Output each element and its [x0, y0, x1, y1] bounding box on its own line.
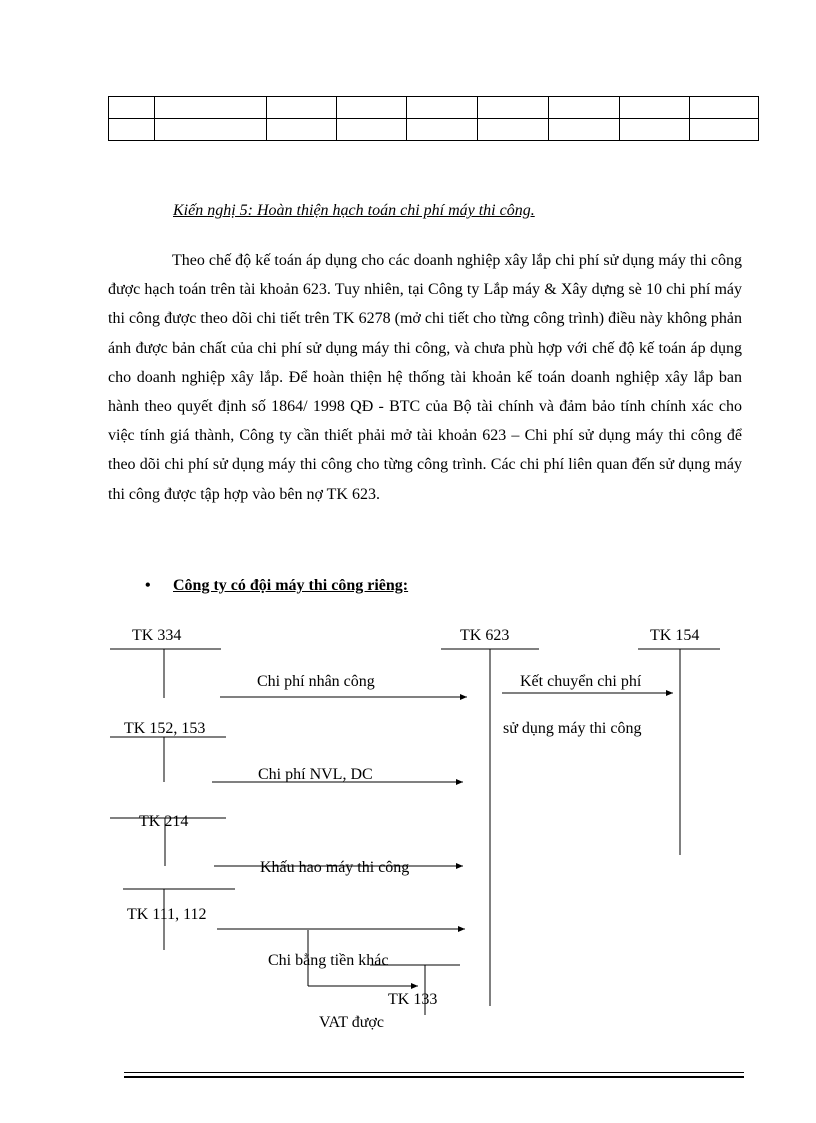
body-paragraph: Theo chế độ kế toán áp dụng cho các doanh nghiệp xây lắp chi phí sử dụng máy thi công được hạch toán trên tài khoản 623. Tuy nhiên, tại Công ty Lắp máy & Xây dựng sè 10 chi phí máy thi công được theo dõi chi tiết trên TK 6278 (mở chi tiết cho từng công trình) điều này không phản ánh được bản chất của chi phí sử dụng máy thi công, và chưa phù hợp với chế độ kế toán áp dụng cho doanh nghiệp xây lắp. Để hoàn thiện hệ thống tài khoản kế toán doanh nghiệp xây lắp ban hành theo quyết định số 1864/ 1998 QĐ - BTC của Bộ tài chính và đảm bảo tính chính xác cho việc tính giá thành, Công ty cần thiết phải mở tài khoản 623 – Chi phí sử dụng máy thi công để theo dõi chi phí sử dụng máy thi công cho từng công trình. Các chi phí liên quan đến sử dụng máy thi công được tập hợp vào bên nợ TK 623.: [108, 252, 742, 503]
account-tk154: TK 154: [650, 627, 700, 644]
flow-label-materials: Chi phí NVL, DC: [258, 766, 373, 783]
footer-rule: [124, 1076, 744, 1078]
flow-label-transfer-1: Kết chuyển chi phí: [520, 673, 642, 690]
account-tk152: TK 152, 153: [124, 720, 206, 737]
account-tk214: TK 214: [139, 813, 189, 830]
account-tk111: TK 111, 112: [127, 906, 207, 923]
account-tk133: TK 133: [388, 991, 438, 1008]
account-tk334: TK 334: [132, 627, 182, 644]
bullet-text: Công ty có đội máy thi công riêng:: [173, 577, 409, 594]
flow-label-other-cash: Chi bằng tiền khác: [268, 952, 389, 969]
flow-label-vat: VAT được: [319, 1014, 384, 1031]
account-tk623: TK 623: [460, 627, 510, 644]
footer-rule: [124, 1072, 744, 1073]
flow-label-labor: Chi phí nhân công: [257, 673, 375, 690]
bullet-icon: •: [145, 577, 151, 594]
section-heading: Kiến nghị 5: Hoàn thiện hạch toán chi phí máy thi công.: [173, 202, 535, 219]
flow-label-depreciation: Khấu hao máy thi công: [260, 859, 410, 876]
flow-label-transfer-2: sử dụng máy thi công: [503, 720, 642, 737]
